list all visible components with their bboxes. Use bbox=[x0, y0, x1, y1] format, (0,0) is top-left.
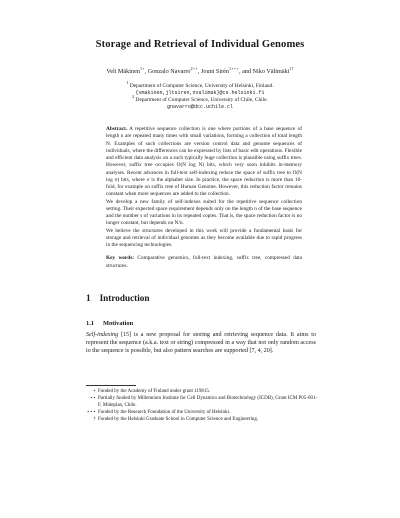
affiliation-2-email bbox=[0, 104, 400, 111]
author-affil-mark: 2⋆⋆ bbox=[190, 65, 198, 71]
subsection-heading bbox=[86, 320, 133, 327]
email-address: {vmakinen,jltsiren,nvalimak}@cs.helsinki.fi bbox=[135, 90, 265, 96]
affiliation-text: Department of Computer Science, University of Helsinki, Finland. bbox=[129, 83, 274, 89]
author-affil-mark: 1⋆⋆⋆ bbox=[229, 65, 239, 71]
author-name: Jouni Sirén bbox=[200, 68, 229, 75]
abstract-paragraph: We believe the structures developed in this work will provide a fundamental basis for storage and retrieval of individual genomes as they become available due to rapid progress in the sequencing technologies. bbox=[106, 227, 302, 248]
footnote-text: Funded by the Research Foundation of the University of Helsinki. bbox=[98, 409, 231, 415]
footnote-text: Funded by the Helsinki Graduate School in Computer Science and Engineering. bbox=[98, 416, 259, 422]
abstract-paragraph: We develop a new family of self-indexes suited for the repetitive sequence collection setting. Their expected space requirement depends only on the length n of the base sequence and the number s of variations in its repeated copies. That is, the space reduction factor is no longer constant, but depends on N/n. bbox=[106, 198, 302, 227]
author-name: Niko Välimäki bbox=[252, 68, 290, 75]
subsection-title: Motivation bbox=[103, 320, 134, 327]
footnote-mark: ⋆⋆⋆ bbox=[86, 409, 96, 415]
keywords-text: Comparative genomics, full-text indexing, suffix tree, compressed data structures. bbox=[106, 255, 303, 269]
affiliation-text: Department of Computer Science, University of Chile, Chile. bbox=[135, 97, 268, 103]
footnote bbox=[86, 410, 318, 417]
paper-title: Storage and Retrieval of Individual Genomes bbox=[95, 39, 305, 50]
body-term: Self-indexing bbox=[86, 332, 119, 338]
section-title: Introduction bbox=[99, 293, 150, 303]
email-address: gnavarro@dcc.uchile.cl bbox=[166, 104, 233, 110]
keywords-label: Key words: bbox=[106, 255, 135, 262]
keywords bbox=[106, 255, 302, 270]
footnote bbox=[86, 396, 318, 410]
subsection-number: 1.1 bbox=[86, 320, 94, 327]
body-text: [15] is a new proposal for storing and retrieving sequence data. It aims to represent the sequence (a.k.a. text or string) compressed in a way that not only random access to the sequence is possible, but also pattern searches are supported [7, 4, 20]. bbox=[86, 332, 316, 355]
abstract-paragraph bbox=[106, 126, 302, 199]
abstract-label: Abstract. bbox=[106, 126, 128, 132]
section-number: 1 bbox=[86, 293, 91, 303]
footnote bbox=[86, 389, 318, 396]
author-list: Veli Mäkinen$^{1⋆}$, Gonzalo Navarro$^{2⋆⋆}$, Jouni Sirén$^{1⋆⋆⋆}$, and Niko Välimäki$^{1\dagger}$ bbox=[106, 65, 294, 75]
footnote-mark: † bbox=[93, 416, 96, 422]
author-conjunction: and bbox=[242, 68, 253, 75]
footnote bbox=[86, 417, 318, 424]
footnotes bbox=[86, 389, 318, 424]
author-affil-mark: 1⋆ bbox=[139, 65, 145, 71]
section-heading bbox=[86, 293, 149, 303]
author-name: Gonzalo Navarro bbox=[147, 68, 191, 75]
affiliation-number: 1 bbox=[126, 80, 129, 86]
body-paragraph bbox=[86, 331, 316, 355]
abstract-block bbox=[106, 126, 302, 270]
footnote-text: Partially funded by Millennium Institute for Cell Dynamics and Biotechnology (ICDB), Grant ICM P05-001-F, Mideplan, Chile. bbox=[98, 395, 318, 408]
author-affil-mark: 1† bbox=[289, 65, 294, 71]
author-name: Veli Mäkinen bbox=[106, 68, 140, 75]
footnote-mark: ⋆⋆ bbox=[89, 395, 96, 401]
footnote-text: Funded by the Academy of Finland under grant 119815. bbox=[98, 389, 211, 394]
footnote-mark: ⋆ bbox=[92, 389, 96, 394]
footnote-rule bbox=[86, 385, 136, 386]
abstract-text: A repetitive sequence collection is one where portions of a base sequence of length n are repeated many times with small variations, forming a collection of total length N. Examples of such collections are version control data and genome sequences of individuals, where the differences can be expressed by lists of basic edit operations. Flexible and efficient data analysis on a such typically huge collection is plausible using suffix trees. However, suffix tree occupies O(N log N) bits, which very soon inhibits in-memory analyses. Recent advances in full-text self-indexing reduce the space of suffix tree to O(N log σ) bits, where σ is the alphabet size. In practice, the space reduction is more than 10-fold, for example on suffix tree of Human Genome. However, this reduction factor remains constant when more sequences are added to the collection. bbox=[106, 126, 302, 198]
affiliation-number: 2 bbox=[132, 94, 135, 100]
